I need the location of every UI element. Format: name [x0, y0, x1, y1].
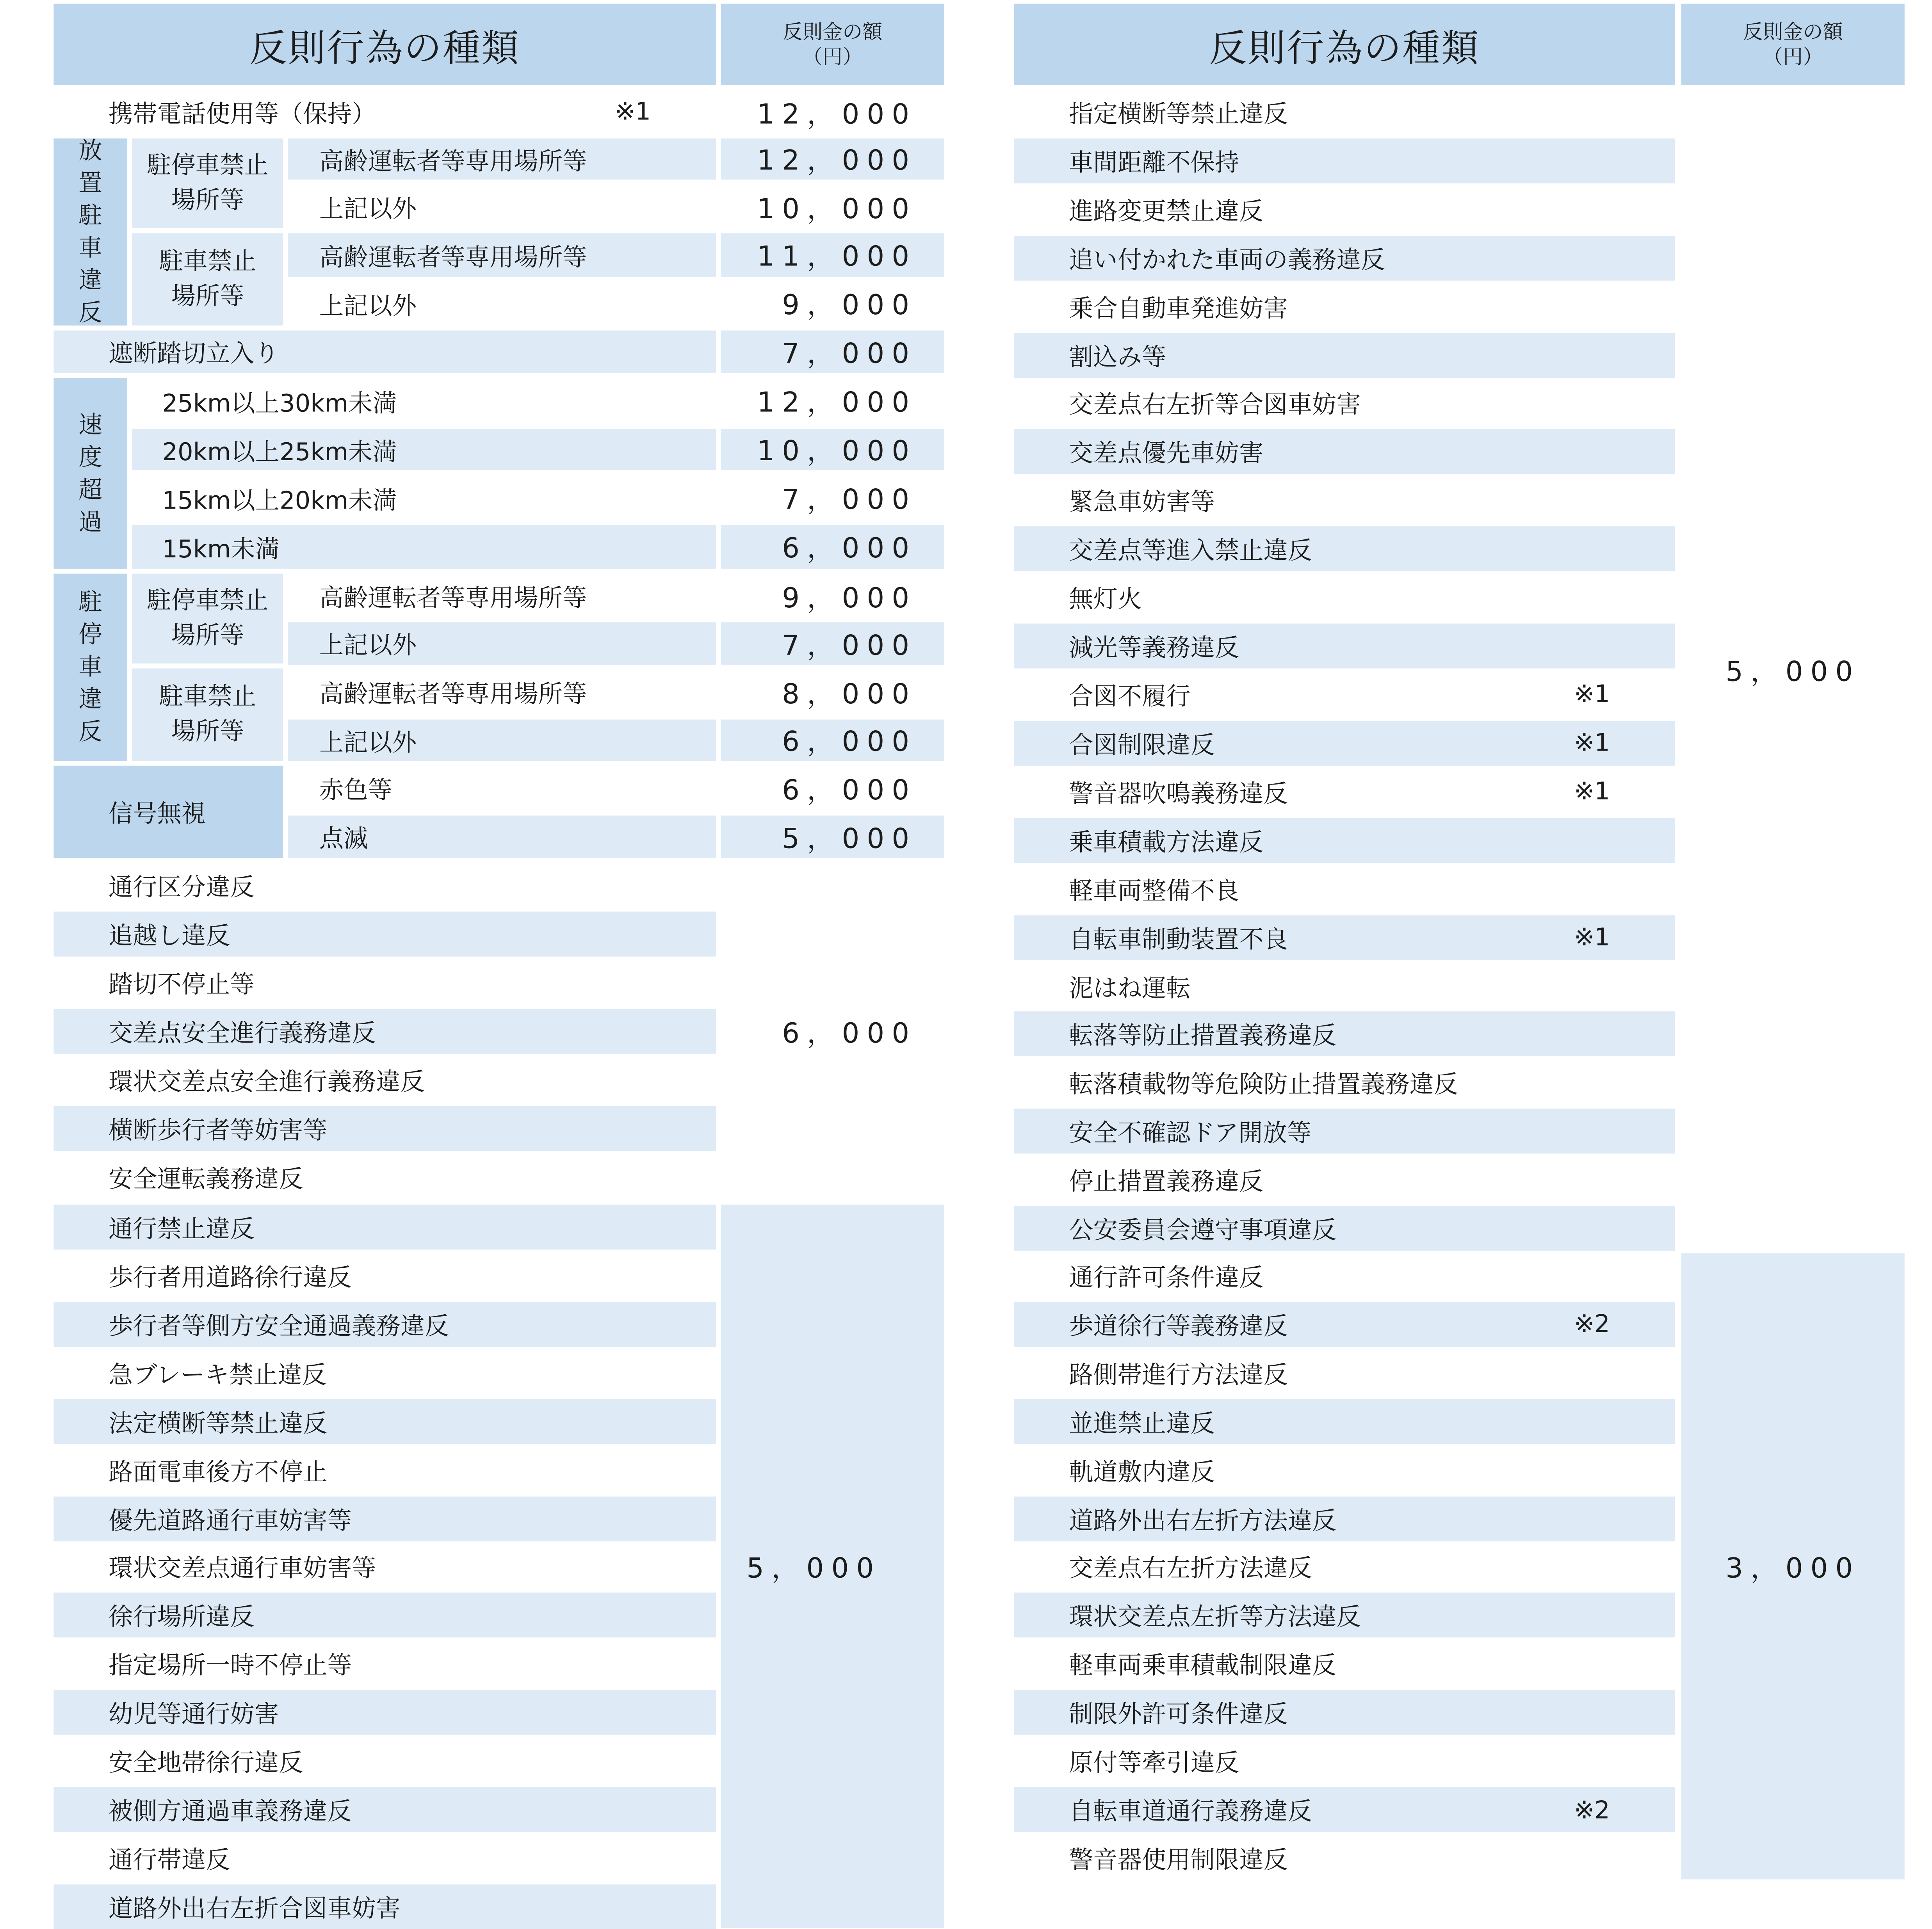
- row-label: 通行帯違反: [108, 1845, 230, 1875]
- row-label: 指定場所一時不停止等: [108, 1651, 352, 1680]
- row-label: 減光等義務違反: [1069, 634, 1239, 662]
- violation-row: [1014, 90, 1675, 135]
- row-label: 環状交差点安全進行義務違反: [108, 1068, 425, 1097]
- violation-row: [1014, 1739, 1675, 1783]
- violation-row: [1014, 721, 1675, 766]
- group-label-char: 過: [78, 508, 102, 536]
- violation-row: [53, 1058, 716, 1103]
- subgroup-park-prohibited: [132, 233, 283, 325]
- violation-row: [1014, 1447, 1675, 1492]
- row-label: 進路変更禁止違反: [1069, 197, 1264, 226]
- subgroup-label-line1: 駐車禁止: [159, 247, 256, 276]
- row-label: 歩行者等側方安全通過義務違反: [108, 1312, 449, 1341]
- row-label: 踏切不停止等: [108, 970, 255, 999]
- row-label: 割込み等: [1069, 342, 1166, 371]
- amount-cell: 12，000: [757, 99, 917, 130]
- row-label: 緊急車妨害等: [1069, 488, 1215, 517]
- violation-row: [53, 1739, 716, 1784]
- row-label: 徐行場所違反: [108, 1603, 255, 1632]
- row-label: 交差点優先車妨害: [1069, 439, 1264, 468]
- row-label: 15km未満: [132, 525, 716, 569]
- violation-row: [1014, 1836, 1675, 1881]
- violation-row: [1014, 1787, 1675, 1832]
- row-label: 乗合自動車発進妨害: [1069, 294, 1288, 323]
- right-header-amount-unit: （円）: [1763, 44, 1823, 68]
- row-label: 交差点等進入禁止違反: [1069, 536, 1312, 566]
- violation-row: [1014, 527, 1675, 571]
- row-label: 軽車両整備不良: [1069, 876, 1239, 905]
- note-mark: ※1: [1574, 923, 1610, 952]
- amount-cell: 5，000: [721, 816, 944, 858]
- violation-row: [53, 863, 716, 908]
- violation-row: [1014, 187, 1675, 232]
- subgroup-label-line2: 場所等: [171, 717, 244, 746]
- row-label: 被側方通過車義務違反: [108, 1797, 352, 1826]
- note-mark: ※1: [1574, 729, 1610, 758]
- row-label: 安全運転義務違反: [108, 1165, 303, 1194]
- violation-row: [1014, 1690, 1675, 1735]
- amount-cell: 12，000: [757, 388, 917, 419]
- group-label-char: 反: [78, 718, 102, 746]
- row-label: 自転車道通行義務違反: [1069, 1797, 1312, 1826]
- row-label: 幼児等通行妨害: [108, 1700, 279, 1729]
- row-label: 追越し違反: [108, 922, 230, 950]
- row-label: 軽車両乗車積載制限違反: [1069, 1651, 1337, 1680]
- row-label: 安全不確認ドア開放等: [1069, 1119, 1312, 1148]
- violation-row: [1014, 1351, 1675, 1395]
- group-label-char: 反: [78, 299, 102, 327]
- amount-cell: 12，000: [721, 139, 944, 180]
- amount-cell: 9，000: [782, 583, 917, 614]
- row-label: 通行禁止違反: [108, 1214, 255, 1244]
- violation-row: [53, 1302, 716, 1347]
- right-header-amount: [1681, 4, 1905, 85]
- row-label: 通行区分違反: [108, 873, 255, 902]
- row-label: 20km以上25km未満: [132, 429, 716, 470]
- violation-row: [53, 1496, 716, 1541]
- amount-cell: 11，000: [721, 233, 944, 277]
- violation-row: [53, 1836, 716, 1881]
- group-label-char: 放: [78, 137, 102, 165]
- violation-row: [1014, 138, 1675, 183]
- amount-cell: 6，000: [721, 720, 944, 761]
- amount-cell: 9，000: [782, 290, 917, 322]
- row-label: 高齢運転者等専用場所等: [319, 584, 587, 612]
- subgroup-label-line2: 場所等: [171, 282, 244, 311]
- group-label-char: 車: [78, 653, 102, 681]
- row-label: 道路外出右左折合図車妨害: [108, 1894, 401, 1923]
- row-label: 制限外許可条件違反: [1069, 1700, 1288, 1729]
- group-label-char: 違: [78, 267, 102, 295]
- row-label: 交差点右左折等合図車妨害: [1069, 391, 1361, 420]
- row-label: 乗車積載方法違反: [1069, 827, 1264, 857]
- subgroup-label-line1: 駐車禁止: [159, 682, 256, 711]
- group-amount-3000: 3，000: [1681, 1253, 1905, 1879]
- subgroup-label-line1: 駐停車禁止: [147, 586, 269, 615]
- violation-row: [53, 1350, 716, 1395]
- amount-cell: 6，000: [721, 525, 944, 569]
- violation-row: [53, 1399, 716, 1444]
- row-label: 原付等牽引違反: [1069, 1748, 1239, 1778]
- row-label: 安全地帯徐行違反: [108, 1748, 303, 1778]
- row-label-mobile-phone: 携帯電話使用等（保持）: [108, 100, 376, 129]
- violation-row: [1014, 1399, 1675, 1444]
- violation-row: [1014, 672, 1675, 717]
- violation-row: [1014, 284, 1675, 329]
- row-label: 環状交差点左折等方法違反: [1069, 1603, 1361, 1632]
- row-label: 交差点右左折方法違反: [1069, 1554, 1312, 1583]
- violation-row: [1014, 867, 1675, 911]
- amount-cell: 7，000: [721, 622, 944, 665]
- group-label-char: 速: [78, 411, 102, 439]
- group-label-char: 車: [78, 234, 102, 262]
- group-amount-5000: 5，000: [1725, 657, 1861, 688]
- subgroup-label-line2: 場所等: [171, 186, 244, 215]
- left-header-amount-label: 反則金の額: [782, 19, 883, 43]
- row-label: 道路外出右左折方法違反: [1069, 1506, 1337, 1535]
- row-label: 赤色等: [319, 776, 392, 804]
- violation-row: [53, 1787, 716, 1832]
- violation-row: [53, 1155, 716, 1200]
- row-label: 通行許可条件違反: [1069, 1263, 1264, 1292]
- violation-row: [53, 960, 716, 1005]
- violation-row: [1014, 769, 1675, 814]
- group-label-char: 置: [78, 169, 102, 197]
- row-label: 合図制限違反: [1069, 730, 1215, 760]
- note-mark: ※2: [1574, 1795, 1610, 1824]
- left-header-amount: [721, 4, 944, 85]
- group-label-char: 超: [78, 475, 102, 504]
- row-label: 上記以外: [288, 720, 716, 761]
- violation-row: [1014, 624, 1675, 669]
- violation-row: [53, 1690, 716, 1735]
- violation-row: [1014, 1158, 1675, 1203]
- violation-row: [53, 1545, 716, 1589]
- row-label: 高齢運転者等専用場所等: [288, 233, 716, 277]
- violation-row: [53, 1205, 716, 1249]
- row-label: 停止措置義務違反: [1069, 1167, 1264, 1196]
- violation-row: [1014, 575, 1675, 620]
- row-label: 急ブレーキ禁止違反: [108, 1360, 327, 1389]
- row-label: 高齢運転者等専用場所等: [288, 139, 716, 180]
- violation-row: [53, 1009, 716, 1054]
- amount-cell: 8，000: [782, 679, 917, 710]
- row-label: 環状交差点通行車妨害等: [108, 1554, 376, 1583]
- row-label: 警音器吹鳴義務違反: [1069, 779, 1288, 808]
- violation-row: [53, 1642, 716, 1687]
- subgroup-stop-park-prohibited: [132, 574, 283, 664]
- violation-row: [1014, 963, 1675, 1008]
- row-label: 点滅: [288, 816, 716, 858]
- row-label: 軌道敷内違反: [1069, 1457, 1215, 1486]
- group-label-char: 駐: [78, 202, 102, 230]
- row-label: 横断歩行者等妨害等: [108, 1116, 328, 1145]
- violation-row: [1014, 1061, 1675, 1105]
- row-label: 上記以外: [288, 622, 716, 665]
- row-label: 15km以上20km未満: [162, 486, 397, 514]
- left-header-violation-type: 反則行為の種類: [53, 4, 716, 85]
- amount-cell: 7，000: [721, 331, 944, 373]
- group-label-stop-parking: [53, 574, 127, 761]
- row-label: 高齢運転者等専用場所等: [319, 680, 587, 708]
- violation-row: [1014, 1109, 1675, 1154]
- row-label: 合図不履行: [1069, 682, 1191, 711]
- violation-row: [1014, 1545, 1675, 1589]
- violation-row: [53, 912, 716, 957]
- violation-row: [1014, 235, 1675, 280]
- group-label-abandoned-parking: [53, 139, 127, 326]
- amount-cell: 10，000: [721, 429, 944, 470]
- row-label: 自転車制動装置不良: [1069, 925, 1288, 954]
- row-label: 優先道路通行車妨害等: [108, 1506, 352, 1535]
- subgroup-label-line1: 駐停車禁止: [147, 151, 269, 180]
- row-label: 交差点安全進行義務違反: [108, 1019, 376, 1048]
- amount-cell: 6，000: [782, 775, 917, 806]
- subgroup-stop-park-prohibited: [132, 139, 283, 228]
- right-header-violation-type: 反則行為の種類: [1014, 4, 1675, 85]
- group-amount-6000: 6，000: [782, 1018, 917, 1050]
- violation-row: [53, 1447, 716, 1492]
- group-label-char: 違: [78, 686, 102, 714]
- violation-row: [1014, 915, 1675, 960]
- row-label: 並進禁止違反: [1069, 1409, 1215, 1438]
- row-label: 追い付かれた車両の義務違反: [1069, 245, 1385, 274]
- violation-row: [1014, 1012, 1675, 1057]
- row-label: 上記以外: [319, 194, 417, 223]
- violation-row: [53, 1885, 716, 1929]
- row-label: 25km以上30km未満: [162, 388, 397, 417]
- violation-row: [53, 1107, 716, 1151]
- violation-row: [1014, 429, 1675, 474]
- row-label: 路側帯進行方法違反: [1069, 1360, 1288, 1389]
- row-label: 上記以外: [319, 291, 417, 320]
- row-label: 路面電車後方不停止: [108, 1457, 328, 1486]
- subgroup-label-line2: 場所等: [171, 621, 244, 650]
- row-label: 車間距離不保持: [1069, 148, 1239, 177]
- row-label: 転落等防止措置義務違反: [1069, 1022, 1337, 1051]
- violation-row: [1014, 1642, 1675, 1687]
- note-mark: ※1: [1574, 777, 1610, 806]
- violation-row: [1014, 818, 1675, 863]
- group-label-char: 停: [78, 621, 102, 649]
- row-label: 歩道徐行等義務違反: [1069, 1312, 1288, 1341]
- row-label: 転落積載物等危険防止措置義務違反: [1069, 1070, 1458, 1099]
- group-label-char: 度: [78, 443, 102, 471]
- row-label: 指定横断等禁止違反: [1069, 100, 1288, 128]
- violation-row: [1014, 1253, 1675, 1298]
- violation-row: [1014, 381, 1675, 426]
- row-label-railroad-crossing: 遮断踏切立入り: [53, 331, 716, 373]
- row-label: 公安委員会遵守事項違反: [1069, 1216, 1337, 1245]
- row-label: 無灯火: [1069, 585, 1142, 614]
- violation-row: [1014, 1206, 1675, 1251]
- violation-row: [53, 1253, 716, 1298]
- violation-row: [1014, 1496, 1675, 1541]
- violation-row: [1014, 478, 1675, 523]
- violation-row: [1014, 333, 1675, 377]
- violation-row: [53, 1593, 716, 1638]
- group-label-char: 駐: [78, 589, 102, 616]
- row-label: 歩行者用道路徐行違反: [108, 1263, 352, 1292]
- group-label-speeding: [53, 378, 127, 569]
- note-mark: ※1: [615, 97, 651, 126]
- violation-row: [1014, 1593, 1675, 1638]
- note-mark: ※1: [1574, 680, 1610, 709]
- note-mark: ※2: [1574, 1310, 1610, 1339]
- right-header-amount-label: 反則金の額: [1743, 19, 1843, 43]
- violation-row: [1014, 1302, 1675, 1347]
- amount-cell: 10，000: [757, 194, 917, 225]
- group-amount-5000: 5，000: [721, 1205, 944, 1928]
- row-label: 警音器使用制限違反: [1069, 1845, 1288, 1875]
- left-header-amount-unit: （円）: [802, 44, 863, 68]
- group-label-signal: 信号無視: [53, 766, 283, 858]
- row-label: 法定横断等禁止違反: [108, 1409, 328, 1438]
- row-label: 泥はね運転: [1069, 973, 1191, 1002]
- amount-cell: 7，000: [782, 485, 917, 516]
- subgroup-park-prohibited: [132, 669, 283, 761]
